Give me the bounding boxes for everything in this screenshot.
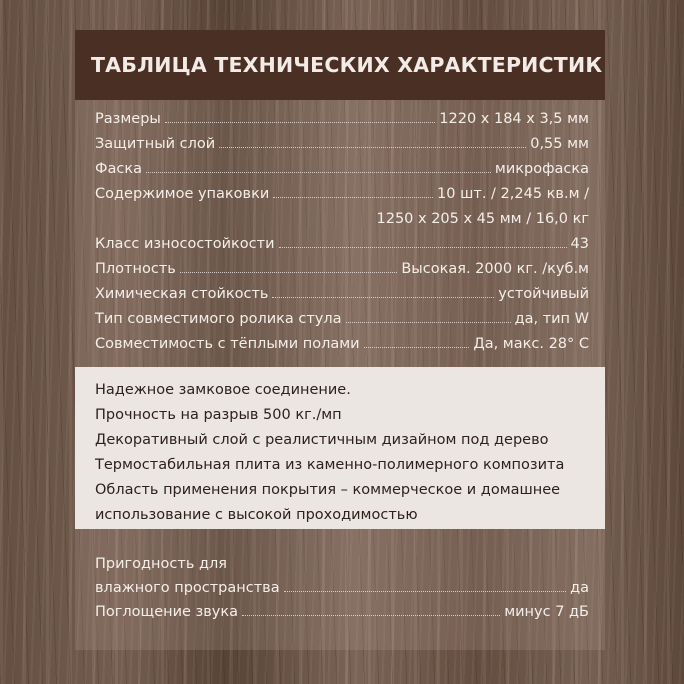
spec-row-chemical-resistance xyxy=(95,279,589,304)
page-title: ТАБЛИЦА ТЕХНИЧЕСКИХ ХАРАКТЕРИСТИК xyxy=(75,30,605,100)
dot-leader xyxy=(180,272,398,273)
feature-line: Термостабильная плита из каменно-полимерного композита xyxy=(95,457,565,473)
spec-label: влажного пространства xyxy=(95,580,280,596)
spec-value: Да, макс. 28° С xyxy=(473,336,589,352)
spec-value: микрофаска xyxy=(494,161,589,177)
spec-label: Размеры xyxy=(95,111,161,127)
spec-list xyxy=(95,104,589,354)
spec-label: Фаска xyxy=(95,161,142,177)
spec-label: Поглощение звука xyxy=(95,604,239,620)
spec-label: Содержимое упаковки xyxy=(95,186,270,202)
extra-spec-list xyxy=(95,550,589,622)
spec-value: устойчивый xyxy=(498,286,589,302)
feature-line: Область применения покрытия – коммерческое и домашнее xyxy=(95,482,561,498)
dot-leader xyxy=(364,347,470,348)
spec-value: минус 7 дБ xyxy=(504,604,589,620)
spec-row-wear-class xyxy=(95,229,589,254)
spec-row-chair-castor xyxy=(95,304,589,329)
spec-label: Защитный слой xyxy=(95,136,216,152)
dot-leader xyxy=(165,122,435,123)
dot-leader xyxy=(273,197,433,198)
dot-leader xyxy=(346,322,511,323)
spec-row-sound-absorption xyxy=(95,598,589,622)
spec-label: Совместимость с тёплыми полами xyxy=(95,336,360,352)
spec-value: 10 шт. / 2,245 кв.м / xyxy=(437,186,589,202)
features-box xyxy=(75,367,605,529)
spec-value: 43 xyxy=(570,236,589,252)
spec-value: 1220 x 184 x 3,5 мм xyxy=(439,111,589,127)
feature-line: Прочность на разрыв 500 кг./мп xyxy=(95,407,342,423)
spec-row-package-continued xyxy=(95,204,589,229)
spec-label: Тип совместимого ролика стула xyxy=(95,311,342,327)
spec-row-moisture xyxy=(95,574,589,598)
spec-row-density xyxy=(95,254,589,279)
spec-row-package xyxy=(95,179,589,204)
spec-value: да xyxy=(570,580,589,596)
dot-leader xyxy=(284,591,566,592)
dot-leader xyxy=(219,147,526,148)
spec-value: да, тип W xyxy=(514,311,589,327)
feature-line: Декоративный слой с реалистичным дизайном под дерево xyxy=(95,432,549,448)
spec-row-underfloor-heating xyxy=(95,329,589,354)
spec-row-size xyxy=(95,104,589,129)
spec-label: Химическая стойкость xyxy=(95,286,269,302)
spec-row-bevel xyxy=(95,154,589,179)
spec-value: Высокая. 2000 кг. /куб.м xyxy=(401,261,589,277)
dot-leader xyxy=(279,247,567,248)
spec-value: 0,55 мм xyxy=(530,136,589,152)
dot-leader xyxy=(146,172,491,173)
spec-label: Плотность xyxy=(95,261,176,277)
dot-leader xyxy=(242,615,500,616)
spec-label-moisture-line1: Пригодность для xyxy=(95,556,227,572)
spec-label: Класс износостойкости xyxy=(95,236,275,252)
feature-line: Надежное замковое соединение. xyxy=(95,382,351,398)
dot-leader xyxy=(272,297,494,298)
feature-line: использование с высокой проходимостью xyxy=(95,507,418,523)
spec-value: 1250 x 205 x 45 мм / 16,0 кг xyxy=(376,211,589,227)
spec-row-wear-layer xyxy=(95,129,589,154)
